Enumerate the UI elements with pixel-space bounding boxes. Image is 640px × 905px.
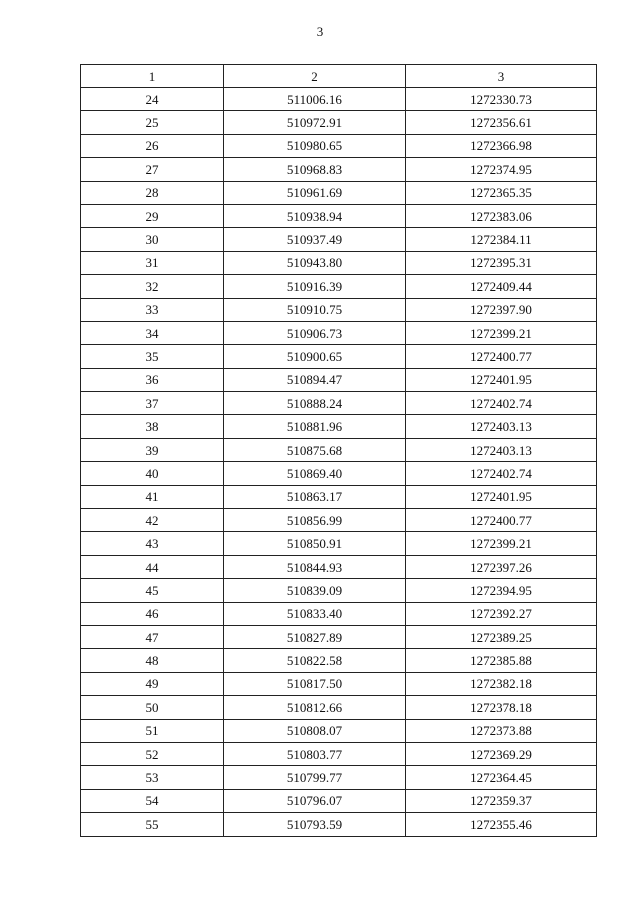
x-coordinate-cell: 510856.99 [224,509,406,532]
column-header-2: 2 [224,65,406,88]
table-row [81,181,597,204]
y-coordinate-cell: 1272383.06 [406,204,597,227]
x-coordinate-cell: 510817.50 [224,672,406,695]
y-coordinate-cell: 1272369.29 [406,742,597,765]
x-coordinate-cell: 510844.93 [224,555,406,578]
x-coordinate-cell: 510850.91 [224,532,406,555]
y-coordinate-cell: 1272359.37 [406,789,597,812]
table-row [81,321,597,344]
table-row [81,275,597,298]
y-coordinate-cell: 1272397.90 [406,298,597,321]
table-row [81,813,597,836]
point-number-cell: 41 [81,485,224,508]
y-coordinate-cell: 1272402.74 [406,392,597,415]
table-row [81,228,597,251]
table-body [81,88,597,837]
table-row [81,88,597,111]
x-coordinate-cell: 510900.65 [224,345,406,368]
y-coordinate-cell: 1272399.21 [406,321,597,344]
x-coordinate-cell: 510906.73 [224,321,406,344]
point-number-cell: 28 [81,181,224,204]
y-coordinate-cell: 1272400.77 [406,509,597,532]
x-coordinate-cell: 510799.77 [224,766,406,789]
table-row [81,672,597,695]
x-coordinate-cell: 510894.47 [224,368,406,391]
point-number-cell: 37 [81,392,224,415]
y-coordinate-cell: 1272397.26 [406,555,597,578]
point-number-cell: 54 [81,789,224,812]
point-number-cell: 46 [81,602,224,625]
table-row [81,789,597,812]
point-number-cell: 49 [81,672,224,695]
y-coordinate-cell: 1272409.44 [406,275,597,298]
y-coordinate-cell: 1272356.61 [406,111,597,134]
x-coordinate-cell: 510863.17 [224,485,406,508]
table-row [81,134,597,157]
x-coordinate-cell: 510822.58 [224,649,406,672]
point-number-cell: 51 [81,719,224,742]
point-number-cell: 26 [81,134,224,157]
table-row [81,462,597,485]
y-coordinate-cell: 1272403.13 [406,415,597,438]
x-coordinate-cell: 510793.59 [224,813,406,836]
point-number-cell: 32 [81,275,224,298]
y-coordinate-cell: 1272401.95 [406,368,597,391]
x-coordinate-cell: 510881.96 [224,415,406,438]
y-coordinate-cell: 1272389.25 [406,625,597,648]
x-coordinate-cell: 510888.24 [224,392,406,415]
y-coordinate-cell: 1272330.73 [406,88,597,111]
point-number-cell: 52 [81,742,224,765]
table-row [81,625,597,648]
x-coordinate-cell: 510943.80 [224,251,406,274]
point-number-cell: 35 [81,345,224,368]
point-number-cell: 30 [81,228,224,251]
point-number-cell: 29 [81,204,224,227]
point-number-cell: 39 [81,438,224,461]
y-coordinate-cell: 1272382.18 [406,672,597,695]
x-coordinate-cell: 510808.07 [224,719,406,742]
x-coordinate-cell: 510833.40 [224,602,406,625]
y-coordinate-cell: 1272384.11 [406,228,597,251]
point-number-cell: 47 [81,625,224,648]
point-number-cell: 27 [81,158,224,181]
y-coordinate-cell: 1272365.35 [406,181,597,204]
x-coordinate-cell: 510827.89 [224,625,406,648]
table-row [81,579,597,602]
point-number-cell: 53 [81,766,224,789]
y-coordinate-cell: 1272394.95 [406,579,597,602]
column-header-3: 3 [406,65,597,88]
point-number-cell: 48 [81,649,224,672]
table-row [81,509,597,532]
x-coordinate-cell: 510980.65 [224,134,406,157]
table-row [81,602,597,625]
y-coordinate-cell: 1272374.95 [406,158,597,181]
table-row [81,368,597,391]
page-number: 3 [316,24,324,39]
table-row [81,485,597,508]
table-row [81,415,597,438]
point-number-cell: 42 [81,509,224,532]
table-row [81,766,597,789]
table-row [81,742,597,765]
table-row [81,158,597,181]
x-coordinate-cell: 510916.39 [224,275,406,298]
column-header-1: 1 [81,65,224,88]
table-row [81,696,597,719]
y-coordinate-cell: 1272401.95 [406,485,597,508]
table-row [81,111,597,134]
x-coordinate-cell: 510968.83 [224,158,406,181]
y-coordinate-cell: 1272366.98 [406,134,597,157]
point-number-cell: 55 [81,813,224,836]
point-number-cell: 24 [81,88,224,111]
table-row [81,204,597,227]
y-coordinate-cell: 1272403.13 [406,438,597,461]
x-coordinate-cell: 511006.16 [224,88,406,111]
point-number-cell: 45 [81,579,224,602]
table-row [81,719,597,742]
coordinates-table [80,64,597,837]
x-coordinate-cell: 510839.09 [224,579,406,602]
y-coordinate-cell: 1272395.31 [406,251,597,274]
table-row [81,532,597,555]
point-number-cell: 36 [81,368,224,391]
x-coordinate-cell: 510869.40 [224,462,406,485]
y-coordinate-cell: 1272385.88 [406,649,597,672]
x-coordinate-cell: 510812.66 [224,696,406,719]
point-number-cell: 31 [81,251,224,274]
x-coordinate-cell: 510937.49 [224,228,406,251]
y-coordinate-cell: 1272355.46 [406,813,597,836]
x-coordinate-cell: 510796.07 [224,789,406,812]
y-coordinate-cell: 1272392.27 [406,602,597,625]
y-coordinate-cell: 1272402.74 [406,462,597,485]
table-header-row [81,65,597,88]
x-coordinate-cell: 510961.69 [224,181,406,204]
point-number-cell: 50 [81,696,224,719]
x-coordinate-cell: 510938.94 [224,204,406,227]
point-number-cell: 44 [81,555,224,578]
y-coordinate-cell: 1272373.88 [406,719,597,742]
point-number-cell: 34 [81,321,224,344]
y-coordinate-cell: 1272400.77 [406,345,597,368]
y-coordinate-cell: 1272378.18 [406,696,597,719]
table-row [81,438,597,461]
point-number-cell: 33 [81,298,224,321]
table-row [81,298,597,321]
table-row [81,345,597,368]
point-number-cell: 25 [81,111,224,134]
table-row [81,555,597,578]
x-coordinate-cell: 510910.75 [224,298,406,321]
x-coordinate-cell: 510803.77 [224,742,406,765]
y-coordinate-cell: 1272399.21 [406,532,597,555]
point-number-cell: 43 [81,532,224,555]
x-coordinate-cell: 510972.91 [224,111,406,134]
x-coordinate-cell: 510875.68 [224,438,406,461]
point-number-cell: 40 [81,462,224,485]
table-row [81,649,597,672]
table-row [81,251,597,274]
table-row [81,392,597,415]
point-number-cell: 38 [81,415,224,438]
y-coordinate-cell: 1272364.45 [406,766,597,789]
